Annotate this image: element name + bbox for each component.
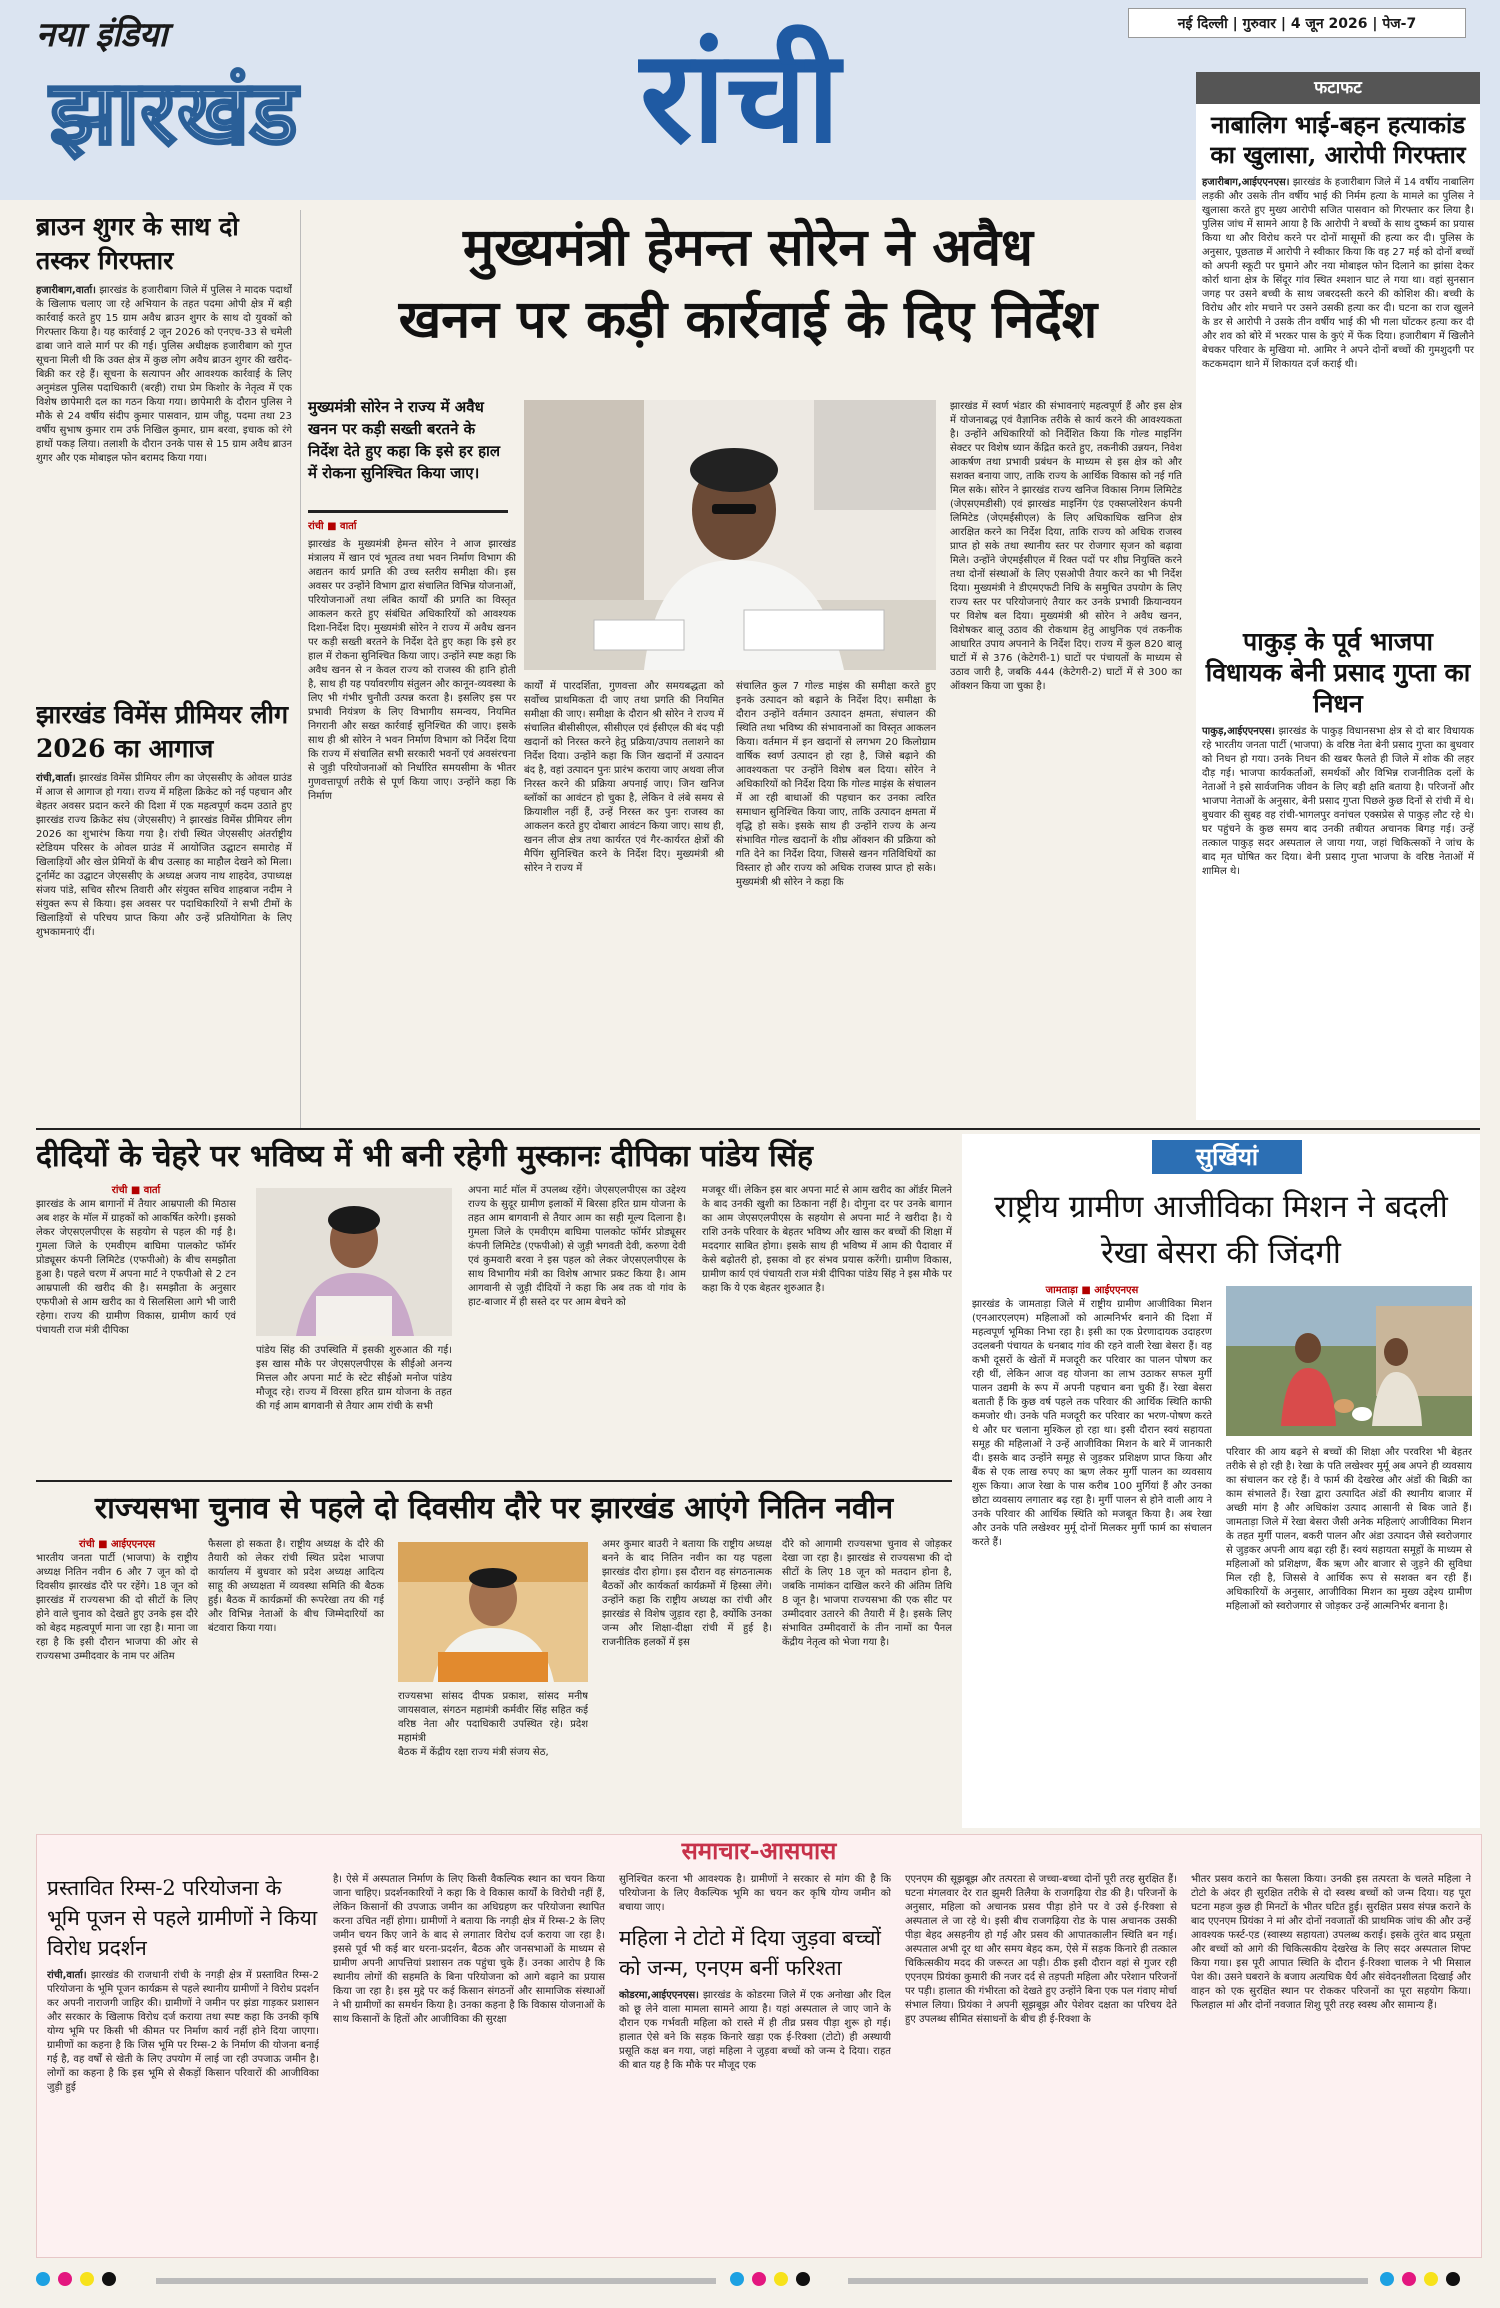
lead-col2 (524, 680, 724, 1120)
reg-center (730, 2272, 810, 2286)
nitin-col2: फैसला हो सकता है। राष्ट्रीय अध्यक्ष के दौरे की तैयारी को लेकर रांची स्थित प्रदेश भाजपा कार्यालय में बुधवार को प्रदेश अध्यक्ष आदित्य साहू की अध्यक्षता में व्यवस्था समिति की बैठक हुई। बैठक में कार्यक्रमों की रूपरेखा तय की गई और विभिन्न नेताओं के बीच जिम्मेदारियों का बंटवारा किया गया। (208, 1539, 384, 1634)
deepika-story (36, 1134, 952, 1480)
lead-col4 (950, 400, 1182, 1120)
reg-bar-left (156, 2278, 716, 2284)
rekha-col2: परिवार की आय बढ़ने से बच्चों की शिक्षा और परवरिश भी बेहतर तरीके से हो रही है। रेखा के पति लखेश्वर मुर्मू अब अपने ही व्यवसाय का संचालन कर रहे हैं। वे फार्म की देखरेख और अंडों की बिक्री का काम संभालते हैं। रेखा द्वारा उत्पादित अंडों की स्थानीय बाजार में अच्छी मांग है और अधिकांश उत्पाद आसानी से बिक जाते हैं। जामताड़ा जिले में रेखा बेसरा जैसी अनेक महिलाएं आजीविका मिशन के तहत मुर्गी पालन, बकरी पालन और अंडा उत्पादन जैसे स्वरोजगार से जुड़कर अपनी आय बढ़ा रही हैं। स्वयं सहायता समूहों के माध्यम से महिलाओं को प्रशिक्षण, बैंक ऋण और बाजार से जुड़ने की सुविधा मिल रही है, जिससे वे आर्थिक रूप से सशक्त बन रही हैं। अधिकारियों के अनुसार, आजीविका मिशन का मुख्य उद्देश्य ग्रामीण महिलाओं को स्वरोजगार से जोड़कर उन्हें आत्मनिर्भर बनाना है। (1226, 1447, 1472, 1612)
cm-photo-illustration (524, 400, 936, 670)
lead-headline (308, 212, 1188, 356)
dateline: नई दिल्ली | गुरुवार | 4 जून 2026 | पेज-7 (1177, 15, 1417, 32)
tempo-col3: भीतर प्रसव कराने का फैसला किया। उनकी इस तत्परता के चलते महिला ने टोटो के अंदर ही सुरक्षित तरीके से दो स्वस्थ बच्चों को जन्म दिया। यह पूरा घटना महज कुछ ही मिनटों के भीतर घटित हुई। सुरक्षित प्रसव संपन्न कराने के बाद एएनएम प्रियंका ने मां और दोनों नवजातों की प्राथमिक जांच की और उन्हें आवश्यक फर्स्ट-एड (स्वास्थ्य सहायता) उपलब्ध कराई। इसके तुरंत बाद प्रसूता और बच्चों को आगे की चिकित्सकीय देखरेख के लिए सदर अस्पताल शिफ्ट किया गया। इस पूरी आपात स्थिति के दौरान ई-रिक्शा चालक ने भी मिसाल पेश की। उसने घबराने के बजाय अत्यधिक धैर्य और संवेदनशीलता दिखाई और वाहन को एक सुरक्षित स्थान पर रोककर परिजनों का पूरा सहयोग किया। फिलहाल मां और दोनों नवजात शिशु पूरी तरह स्वस्थ और सामान्य हैं। (1191, 1874, 1471, 2011)
lead-byline: रांची ■ वार्ता (308, 521, 357, 532)
lead-intro: मुख्यमंत्री सोरेन ने राज्य में अवैध खनन पर कड़ी सख्ती बरतने के निर्देश देते हुए कहा कि इसे हर हाल में रोकना सुनिश्चित किया जाए। (308, 398, 501, 482)
tempo-col2: एएनएम की सूझबूझ और तत्परता से जच्चा-बच्चा दोनों पूरी तरह सुरक्षित हैं। घटना मंगलवार देर रात झुमरी तिलैया के राजगढ़िया रोड की है। परिजनों के अनुसार, महिला को अचानक प्रसव पीड़ा होने पर वे उसे ई-रिक्शा से अस्पताल ले जा रहे थे। इसी बीच राजगढ़िया रोड के पास अचानक उसकी पीड़ा बेहद असहनीय हो गई और प्रसव की आपातकालीन स्थिति बन गई। अस्पताल अभी दूर था और समय बेहद कम, ऐसे में सड़क किनारे ही तत्काल चिकित्सकीय मदद की जरूरत आ पड़ी। ठीक इसी दौरान वहां से गुजर रही एएनएम प्रियंका कुमारी की नजर दर्द से तड़पती महिला और परेशान परिजनों पर पड़ी। हालात की गंभीरता को देखते हुए उन्होंने बिना एक पल गंवाए मोर्चा संभाल लिया। प्रियंका ने अपनी सूझबूझ और पेशेवर दक्षता का परिचय देते हुए उपलब्ध सीमित संसाधनों के बीच ही ई-रिक्शा के (905, 1874, 1177, 2025)
dateline-box (1128, 8, 1466, 38)
brown-sugar-body: हजारीबाग,वार्ता। झारखंड के हजारीबाग जिले में पुलिस ने मादक पदार्थों के खिलाफ चलाए जा रहे अभियान के तहत पदमा ओपी क्षेत्र में बड़ी कार्रवाई करते हुए 15 ग्राम अवैध ब्राउन शुगर के साथ दो युवकों को गिरफ्तार किया है। यह कार्रवाई 2 जून 2026 को एनएच-33 से चमेली ढाबा जाने वाले मार्ग पर की गई। पुलिस अधीक्षक हजारीबाग को गुप्त सूचना मिली थी कि उक्त क्षेत्र में कुछ लोग अवैध ब्राउन शुगर की खरीद-बिक्री कर रहे हैं। सूचना के सत्यापन और आवश्यक कार्रवाई के लिए अनुमंडल पुलिस पदाधिकारी (बरही) राधा प्रेम किशोर के नेतृत्व में एक विशेष छापेमारी दल का गठन किया गया। छापेमारी के दौरान पुलिस ने मौके से 24 वर्षीय संदीप कुमार पासवान, ग्राम जीहू, पदमा तथा 23 वर्षीय सुभाष कुमार राम उर्फ निखिल कुमार, ग्राम बरवा, इचाक को रंगे हाथों पकड़ लिया। तलाशी के दौरान उनके पास से 15 ग्राम अवैध ब्राउन शुगर और एक मोबाइल फोन बरामद किया गया। (36, 285, 292, 464)
lead-col1-text: झारखंड के मुख्यमंत्री हेमन्त सोरेन ने आज झारखंड मंत्रालय में खान एवं भूतत्व तथा भवन निर्माण विभाग की अद्यतन कार्य प्रगति की उच्च स्तरीय समीक्षा की। इस अवसर पर उन्होंने विभाग द्वारा संचालित विभिन्न योजनाओं, परियोजनाओं तथा लंबित कार्यों की प्रगति का विस्तृत आकलन करते हुए संबंधित अधिकारियों को आवश्यक दिशा-निर्देश दिए। मुख्यमंत्री सोरेन ने राज्य में अवैध खनन पर कड़ी सख्ती बरतने के निर्देश देते हुए कहा कि इसे हर हाल में रोकना सुनिश्चित किया जाए। उन्होंने स्पष्ट कहा कि अवैध खनन से न केवल राज्य को राजस्व की हानि होती है, साथ ही यह पर्यावरणीय संतुलन और कानून-व्यवस्था के लिए भी गंभीर चुनौती उत्पन्न करता है। इसलिए इस पर प्रभावी नियंत्रण के लिए विभागीय समन्वय, नियमित निगरानी और सख्त कार्रवाई सुनिश्चित की जाए। इसके साथ ही श्री सोरेन ने भवन निर्माण विभाग को निर्देश दिया कि राज्य में संचालित सभी सरकारी भवनों एवं अवसंरचना से जुड़ी परियोजनाओं को निर्धारित समयसीमा के भीतर गुणवत्तापूर्ण तरीके से पूर्ण किया जाए। उन्होंने कहा कि निर्माण (308, 539, 516, 802)
surkhiyan-label: सुर्खियां (1152, 1140, 1302, 1174)
nitin-byline: रांची ■ आईएएनएस (78, 1539, 156, 1550)
reg-dot-magenta (752, 2272, 766, 2286)
reg-dot-cyan (1380, 2272, 1394, 2286)
deepika-byline: रांची ■ वार्ता (111, 1185, 161, 1196)
lead-col1 (308, 520, 516, 1120)
obit-body: पाकुड़,आईएएनएस। झारखंड के पाकुड़ विधानसभा क्षेत्र से दो बार विधायक रहे भारतीय जनता पार्टी (भाजपा) के वरिष्ठ नेता बेनी प्रसाद गुप्ता का बुधवार को निधन हो गया। उनके निधन की खबर फैलते ही जिले में शोक की लहर दौड़ गई। भाजपा कार्यकर्ताओं, समर्थकों और विभिन्न राजनीतिक दलों के नेताओं ने इसे सार्वजनिक जीवन के लिए बड़ी क्षति बताया है। परिजनों और भाजपा नेताओं के अनुसार, बेनी प्रसाद गुप्ता पिछले कुछ दिनों से रांची में थे। बुधवार की सुबह वह रांची-भागलपुर वनांचल एक्सप्रेस से पाकुड़ लौट रहे थे। घर पहुंचने के कुछ समय बाद उनकी तबीयत अचानक बिगड़ गई। उन्हें तत्काल पाकुड़ सदर अस्पताल ले जाया गया, जहां चिकित्सकों ने जांच के बाद मृत घोषित कर दिया। बेनी प्रसाद गुप्ता भाजपा के वरिष्ठ नेताओं में शामिल थे। (1202, 726, 1474, 877)
lead-col2-text: कार्यों में पारदर्शिता, गुणवत्ता और समयबद्धता को सर्वोच्च प्राथमिकता दी जाए तथा प्रगति की नियमित समीक्षा की जाए। समीक्षा के दौरान श्री सोरेन ने राज्य में संचालित बीसीसीएल, सीसीएल एवं ईसीएल की बंद पड़ी खदानों को निरस्त करने हेतु प्रक्रिया/उपाय तलाशने का निर्देश दिया। उन्होंने कहा कि जिन खदानों में उत्पादन बंद है, वहां उत्पादन पुनः प्रारंभ कराया जाए अथवा लीज निरस्त करने की प्रक्रिया अपनाई जाए। जिन खनिज ब्लॉकों का आवंटन हो चुका है, लेकिन वे लंबे समय से क्रियाशील नहीं हैं, उन्हें निरस्त कर पुनः राजस्व का आकलन करते हुए दोबारा आवंटन किया जाए। साथ ही, खनन लीज क्षेत्र तथा कार्यरत एवं गैर-कार्यरत क्षेत्रों की मैपिंग सुनिश्चित करने के निर्देश दिए। मुख्यमंत्री श्री सोरेन ने राज्य में (524, 681, 724, 874)
reg-right (1380, 2272, 1460, 2286)
rekha-headline: राष्ट्रीय ग्रामीण आजीविका मिशन ने बदली रेखा बेसरा की जिंदगी (994, 1189, 1448, 1271)
reg-dot-yellow (80, 2272, 94, 2286)
fatafat-label: फटाफट (1196, 72, 1480, 104)
section-label-bar (37, 1835, 1481, 1865)
rims-col2: है। ऐसे में अस्पताल निर्माण के लिए किसी वैकल्पिक स्थान का चयन किया जाना चाहिए। प्रदर्शनकारियों ने कहा कि वे विकास कार्यों के विरोधी नहीं हैं, लेकिन किसानों की उपजाऊ जमीन का अधिग्रहण कर परियोजना स्थापित करना उचित नहीं होगा। ग्रामीणों ने बताया कि नगड़ी क्षेत्र में रिम्स-2 के लिए जमीन चयन किए जाने के बाद से लगातार विरोध दर्ज कराया जा रहा है। इससे पूर्व भी कई बार धरना-प्रदर्शन, बैठक और जनसभाओं के माध्यम से ग्रामीण अपनी आपत्तियां प्रशासन तक पहुंचा चुके हैं। उनका आरोप है कि स्थानीय लोगों की सहमति के बिना परियोजना को आगे बढ़ाने का प्रयास किया जा रहा है। इस मुद्दे पर कई किसान संगठनों और सामाजिक संस्थाओं ने भी ग्रामीणों का समर्थन किया है। उनका कहना है कि विकास योजनाओं के साथ किसानों के हितों और आजीविका की सुरक्षा (333, 1874, 605, 2025)
deepika-col4: मजबूर थीं। लेकिन इस बार अपना मार्ट से आम खरीद का ऑर्डर मिलने के बाद उनकी खुशी का ठिकाना नहीं है। दोगुना दर पर उनके बागान का आम जेएसएलपीएस के सहयोग से अपना मार्ट ने खरीदा है। ये राशि उनके परिवार के बेहतर भविष्य और खास कर बच्चों की शिक्षा में मददगार साबित होगा। इसके साथ ही भविष्य में आम की पैदावार में केसे बढ़ोतरी हो, इसका वो हर संभव प्रयास करेंगी। ग्रामीण विकास, ग्रामीण कार्य एवं पंचायती राज मंत्री दीपिका पांडेय सिंह ने इस मौके पर कहा कि ये एक बेहतर शुरुआत है। (702, 1185, 952, 1294)
nitin-col1: भारतीय जनता पार्टी (भाजपा) के राष्ट्रीय अध्यक्ष नितिन नवीन 6 और 7 जून को दो दिवसीय झारखंड दौरे पर रहेंगे। 18 जून को झारखंड में राज्यसभा की दो सीटों के लिए होने वाले चुनाव को देखते हुए उनके इस दौरे को बेहद महत्वपूर्ण माना जा रहा है। माना जा रहा है कि इसी दौरान भाजपा की ओर से राज्यसभा उम्मीदवार के नाम पर अंतिम (36, 1553, 198, 1662)
wpl-headline: झारखंड विमेंस प्रीमियर लीग 2026 का आगाज (36, 700, 289, 763)
deepika-headline: दीदियों के चेहरे पर भविष्य में भी बनी रहेगी मुस्कानः दीपिका पांडेय सिंह (36, 1139, 813, 1174)
bottom-section (36, 1834, 1482, 2258)
deepika-col2: पांडेय सिंह की उपस्थिति में इसकी शुरुआत की गई। इस खास मौके पर जेएसएलपीएस के सीईओ अनन्य मित्तल और अपना मार्ट के स्टेट सीईओ मनोज पांडेय मौजूद रहे। राज्य में विरसा हरित ग्राम योजना के तहत की गई आम बागवानी से तैयार आम रांची के सभी (256, 1345, 452, 1412)
rekha-col1: झारखंड के जामताड़ा जिले में राष्ट्रीय ग्रामीण आजीविका मिशन (एनआरएलएम) महिलाओं को आत्मनिर्भर बनाने की दिशा में महत्वपूर्ण भूमिका निभा रहा है। इसी का एक प्रेरणादायक उदाहरण उदलबनी पंचायत के धनबाद गांव की रहने वाली रेखा बेसरा हैं। वह कभी दूसरों के खेतों में मजदूरी कर परिवार का पालन पोषण कर रही थीं, लेकिन आज वह योजना का लाभ उठाकर सफल मुर्गी पालन उद्यमी के रूप में अपनी पहचान बना चुकी हैं। रेखा बेसरा बताती हैं कि कुछ वर्ष पहले तक परिवार की आर्थिक स्थिति काफी कमजोर थी। उनके पति मजदूरी कर परिवार का भरण-पोषण करते थे और घर चलाना मुश्किल हो रहा था। इसी दौरान स्वयं सहायता समूह की महिलाओं ने उन्हें आजीविका मिशन के बारे में जानकारी दी। इसके बाद उन्होंने समूह से जुड़कर प्रशिक्षण प्राप्त किया और बैंक से एक लाख रुपए का ऋण लेकर मुर्गी पालन का व्यवसाय शुरू किया। आज रेखा के पास करीब 100 मुर्गियां हैं और उनका छोटा व्यवसाय लगातार बढ़ रहा है। मुर्गी पालन से होने वाली आय ने उनके परिवार की आर्थिक स्थिति को मजबूत किया है। अब रेखा और उनके पति लखेश्वर मुर्मू दोनों मिलकर मुर्गी फार्म का संचालन करते हैं। (972, 1299, 1212, 1548)
nitin-col3-under: बैठक में केंद्रीय रक्षा राज्य मंत्री संजय सेठ, (398, 1747, 549, 1758)
reg-dot-cyan (36, 2272, 50, 2286)
rims-col3: सुनिश्चित करना भी आवश्यक है। ग्रामीणों ने सरकार से मांग की है कि परियोजना के लिए वैकल्पिक भूमि का चयन कर कृषि योग्य जमीन को बचाया जाए। (619, 1874, 891, 1913)
nitin-photo-illustration (398, 1542, 588, 1682)
registration-marks (36, 2268, 1480, 2292)
deepika-col3: अपना मार्ट मॉल में उपलब्ध रहेंगे। जेएसएलपीएस का उद्देश्य राज्य के सुदूर ग्रामीण इलाकों में बिरसा हरित ग्राम योजना के तहत आम बागवानी से तैयार आम का सही मूल्य दिलाना है। गुमला जिले के एमवीएम बाघिमा पालकोट फॉर्मर प्रोड्यूसर कंपनी लिमिटेड (एफपीओ) से जुड़ी भगवती देवी, करुणा देवी एवं कुमवारी बरवा ने इस पहल को लेकर जेएसएलपीएस के साथ विभागीय मंत्री का विशेष आभार प्रकट किया है। आम आगवानी से जुड़ी दीदियों ने कहा कि अब तक वो गांव के हाट-बाजार में ही सस्ते दर पर आम बेचने को (468, 1185, 686, 1308)
lead-headline-line1: मुख्यमंत्री हेमन्त सोरेन ने अवैध (463, 217, 1033, 278)
lead-headline-line2: खनन पर कड़ी कार्रवाई के दिए निर्देश (398, 289, 1098, 350)
nitin-col5: दौरे को आगामी राज्यसभा चुनाव से जोड़कर देखा जा रहा है। झारखंड से राज्यसभा की दो सीटों के लिए 18 जून को मतदान होना है, जबकि नामांकन दाखिल करने की अंतिम तिथि 8 जून है। भाजपा राज्यसभा की एक सीट पर उम्मीदवार उतारने की तैयारी में है। इसके लिए संभावित उम्मीदवारों के तीन नामों का पैनल केंद्रीय नेतृत्व को भेजा गया है। (782, 1539, 952, 1648)
reg-dot-yellow (1424, 2272, 1438, 2286)
rekha-photo (1226, 1286, 1472, 1436)
deepika-photo (256, 1188, 452, 1336)
deepika-photo-illustration (256, 1188, 452, 1336)
rims-headline: प्रस्तावित रिम्स-2 परियोजना के भूमि पूजन से पहले ग्रामीणों ने किया विरोध प्रदर्शन (47, 1876, 318, 1960)
nitin-headline: राज्यसभा चुनाव से पहले दो दिवसीय दौरे पर झारखंड आएंगे नितिन नवीन (94, 1491, 894, 1526)
tempo-col1: कोडरमा,आईएएनएस। झारखंड के कोडरमा जिले में एक अनोखा और दिल को छू लेने वाला मामला सामने आया है। यहां अस्पताल ले जाए जाने के दौरान एक गर्भवती महिला को रास्ते में ही तीव्र प्रसव पीड़ा शुरू हो गई। हालात ऐसे बने कि सड़क किनारे खड़ा एक ई-रिक्शा (टोटो) ही अस्थायी प्रसूति कक्ष बन गया, जहां महिला ने जुड़वा बच्चों को जन्म दे दिया। राहत की बात यह है कि मौके पर मौजूद एक (619, 1990, 891, 2071)
tempo-headline: महिला ने टोटो में दिया जुड़वा बच्चों को जन्म, एनएम बनीं फरिश्ता (619, 1926, 881, 1980)
deepika-col1: झारखंड के आम बागानों में तैयार आम्रपाली की मिठास अब शहर के मॉल में ग्राहकों को आकर्षित करेगी। इसको लेकर जेएसएलपीएस के सहयोग से पहल की गई है। गुमला जिले के एमवीएम बाघिमा पालकोट फॉर्मर प्रोड्यूसर कंपनी लिमिटेड (एफपीओ) के बीच समझौता हुआ है। पहले चरण में अपना मार्ट ने एफपीओ से 2 टन आम्रपाली की खरीद की है। समझौता के अनुसार एफपीओ से आम खरीद का ये सिलसिला आगे भी जारी रहेगा। राज्य की ग्रामीण विकास, ग्रामीण कार्य एवं पंचायती राज मंत्री दीपिका (36, 1199, 236, 1336)
rekha-story (962, 1134, 1480, 1828)
nitin-col4: अमर कुमार बाउरी ने बताया कि राष्ट्रीय अध्यक्ष बनने के बाद नितिन नवीन का यह पहला झारखंड दौरा होगा। इस दौरान वह संगठनात्मक बैठकों और कार्यकर्ता कार्यक्रमों में हिस्सा लेंगे। उन्होंने कहा कि राष्ट्रीय अध्यक्ष का रांची और झारखंड से विशेष जुड़ाव रहा है, क्योंकि उनका जन्म और शिक्षा-दीक्षा रांची में हुई है। राजनीतिक हलकों में इस (602, 1539, 772, 1648)
brown-sugar-headline: ब्राउन शुगर के साथ दो तस्कर गिरफ्तार (36, 212, 239, 275)
nitin-caption: राज्यसभा सांसद दीपक प्रकाश, सांसद मनीष जायसवाल, संगठन महामंत्री कर्मवीर सिंह सहित कई वरिष्ठ नेता और पदाधिकारी उपस्थित रहे। प्रदेश महामंत्री (398, 1691, 588, 1744)
lead-col4-text: झारखंड में स्वर्ण भंडार की संभावनाएं महत्वपूर्ण हैं और इस क्षेत्र में योजनाबद्ध एवं वैज्ञानिक तरीके से कार्य करने की आवश्यकता है। उन्होंने अधिकारियों को निर्देशित किया कि गोल्ड माइनिंग सेक्टर पर विशेष ध्यान केंद्रित करते हुए, तकनीकी उन्नयन, निवेश आकर्षण तथा प्रभावी प्रबंधन के माध्यम से इस क्षेत्र को और सशक्त बनाया जाए, ताकि राज्य के आर्थिक विकास को नई गति मिल सके। सोरेन ने झारखंड राज्य खनिज विकास निगम लिमिटेड (जेएसएमडीसी) एवं झारखंड माइनिंग एंड एक्सप्लोरेशन कंपनी लिमिटेड (जेएमईसीएल) के लिए अधिकाधिक खनिज क्षेत्र आरक्षित करने का निर्देश दिया, ताकि राज्य को अधिक राजस्व प्राप्त हो सके तथा स्थानीय स्तर पर रोजगार सृजन को बढ़ावा मिले। उन्होंने जेएमईसीएल में रिक्त पदों पर शीघ्र नियुक्ति करने तथा दोनों संस्थाओं के लिए एसओपी तैयार करने का भी निर्देश दिया। मुख्यमंत्री ने डीएमएफटी निधि के समुचित उपयोग के लिए राज्य स्तर पर परियोजनाएं तैयार कर उनके प्रभावी क्रियान्वयन पर विशेष बल दिया। मुख्यमंत्री श्री सोरेन ने अवैध खनन, विशेषकर बालू उठाव की रोकथाम हेतु आधुनिक एवं तकनीक आधारित उपाय अपनाने के निर्देश दिए। राज्य में कुल 820 बालू घाटों में से 376 (केटेगरी-1) घाटों पर पंचायतों के माध्यम से उठाव जारी है, जबकि 444 (केटेगरी-2) घाटों में से 300 का ऑक्शन किया जा चुका है। (950, 401, 1182, 692)
section-name: झारखंड (50, 60, 299, 164)
obit-headline: पाकुड़ के पूर्व भाजपा विधायक बेनी प्रसाद गुप्ता का निधन (1205, 627, 1471, 718)
crime-headline: नाबालिग भाई-बहन हत्याकांड का खुलासा, आरोपी गिरफ्तार (1210, 110, 1466, 169)
reg-dot-black (1446, 2272, 1460, 2286)
nitin-story (36, 1486, 952, 1828)
city-name: रांची (640, 22, 840, 172)
rekha-byline: जामताड़ा ■ आईएएनएस (1045, 1285, 1139, 1296)
reg-dot-magenta (1402, 2272, 1416, 2286)
reg-bar-right (848, 2278, 1368, 2284)
lead-col3-text: संचालित कुल 7 गोल्ड माइंस की समीक्षा करते हुए इनके उत्पादन को बढ़ाने के निर्देश दिए। समीक्षा के दौरान उन्होंने वर्तमान उत्पादन क्षमता, संचालन की स्थिति तथा भविष्य की संभावनाओं का विस्तृत आकलन किया। वर्तमान में इन खदानों से लगभग 20 किलोग्राम वार्षिक स्वर्ण उत्पादन हो रहा है, जिसे बढ़ाने की आवश्यकता पर उन्होंने विशेष बल दिया। सोरेन ने अधिकारियों को निर्देश दिया कि गोल्ड माइंस के संचालन में आ रही बाधाओं की पहचान कर उनका त्वरित समाधान सुनिश्चित किया जाए, ताकि उत्पादन क्षमता में वृद्धि हो सके। इसके साथ ही उन्होंने राज्य के अन्य संभावित गोल्ड खदानों के शीघ्र ऑक्शन की प्रक्रिया को गति देने का निर्देश दिया, जिससे खनन गतिविधियों का विस्तार हो और राज्य को अधिक राजस्व प्राप्त हो सके। मुख्यमंत्री श्री सोरेन ने कहा कि (736, 681, 936, 888)
paper-name: नया इंडिया (36, 15, 168, 55)
left-column (36, 210, 292, 1135)
reg-dot-black (796, 2272, 810, 2286)
rims-col1: रांची,वार्ता। झारखंड की राजधानी रांची के नगड़ी क्षेत्र में प्रस्तावित रिम्स-2 परियोजना के भूमि पूजन कार्यक्रम से पहले स्थानीय ग्रामीणों ने विरोध प्रदर्शन कर अपनी नाराजगी जाहिर की। ग्रामीणों ने जमीन पर झंडा गाड़कर प्रशासन और सरकार के खिलाफ विरोध दर्ज कराया तथा स्पष्ट कहा कि उनकी कृषि योग्य भूमि पर किसी भी कीमत पर निर्माण कार्य नहीं होने दिया जाएगा। ग्रामीणों का कहना है कि जिस भूमि पर रिम्स-2 के निर्माण की योजना बनाई गई है, वह वर्षों से खेती के लिए उपयोग में लाई जा रही उपजाऊ जमीन है। लोगों का कहना है कि इस भूमि से सैकड़ों किसान परिवारों की आजीविका जुड़ी हुई (47, 1970, 319, 2093)
reg-dot-cyan (730, 2272, 744, 2286)
reg-left (36, 2272, 116, 2286)
reg-dot-yellow (774, 2272, 788, 2286)
section-label: समाचार-आसपास (681, 1835, 837, 1865)
crime-body: हजारीबाग,आईएएनएस। झारखंड के हजारीबाग जिले में 14 वर्षीय नाबालिग लड़की और उसके तीन वर्षीय भाई की निर्मम हत्या के मामले का पुलिस ने खुलासा करते हुए मुख्य आरोपी सजित पासवान को गिरफ्तार कर लिया है। पुलिस जांच में सामने आया है कि आरोपी ने बच्चों के साथ दुष्कर्म का प्रयास किया था और विरोध करने पर दोनों मासूमों की हत्या कर दी। पुलिस के अनुसार, पूछताछ में आरोपी ने स्वीकार किया कि वह 27 मई को दोनों बच्चों को अपनी स्कूटी पर घुमाने और नया मोबाइल फोन दिलाने का झांसा देकर कोर्रा थाना क्षेत्र के सिंदूर गांव स्थित श्मशान घाट ले गया था। वहां सुनसान जगह पर उसने बच्ची के साथ जबरदस्ती करने की कोशिश की। बच्ची के विरोध और शोर मचाने पर उसने उसकी हत्या कर दी। घटना का राज खुलने के डर से आरोपी ने उसके तीन वर्षीय भाई की भी गला घोंटकर हत्या कर दी और शव को बोरे में भरकर पास के कुएं में फेंक दिया। हजारीबाग में खिलौने बेचकर परिवार के मुखिया मो. आमिर ने अपने दोनों बच्चों की गुमशुदगी पर कटकमदाग थाने में शिकायत दर्ज कराई थी। (1202, 177, 1475, 370)
reg-dot-magenta (58, 2272, 72, 2286)
rekha-photo-illustration (1226, 1286, 1472, 1436)
cm-photo (524, 400, 936, 670)
fatafat-box (1196, 72, 1480, 1120)
nitin-photo (398, 1542, 588, 1682)
reg-dot-black (102, 2272, 116, 2286)
lead-col3 (736, 680, 936, 1120)
wpl-body: रांची,वार्ता। झारखंड विमेंस प्रीमियर लीग का जेएससीए के ओवल ग्राउंड में आज से आगाज हो गया। राज्य में महिला क्रिकेट को नई पहचान और बेहतर अवसर प्रदान करने की दिशा में एक महत्वपूर्ण कदम उठाते हुए झारखंड राज्य क्रिकेट संघ (जेएससीए) ने झारखंड विमेंस प्रीमियर लीग 2026 का शुभारंभ किया गया है। रांची स्थित जेएससीए अंतर्राष्ट्रीय स्टेडियम परिसर के ओवल ग्राउंड में आयोजित उद्घाटन समारोह में खिलाड़ियों और खेल प्रेमियों के बीच उत्साह का माहौल देखने को मिला। टूर्नामेंट का उद्घाटन जेएससीए के अध्यक्ष अजय नाथ शाहदेव, उपाध्यक्ष संजय पांडे, सचिव सौरभ तिवारी और संयुक्त सचिव शाहबाज नदीम ने संयुक्त रूप से किया। इस अवसर पर पदाधिकारियों ने सभी टीमों के खिलाड़ियों से परिचय प्राप्त किया और उन्हें प्रतियोगिता के लिए शुभकामनाएं दीं। (36, 773, 292, 938)
lead-intro-rule (308, 510, 508, 513)
